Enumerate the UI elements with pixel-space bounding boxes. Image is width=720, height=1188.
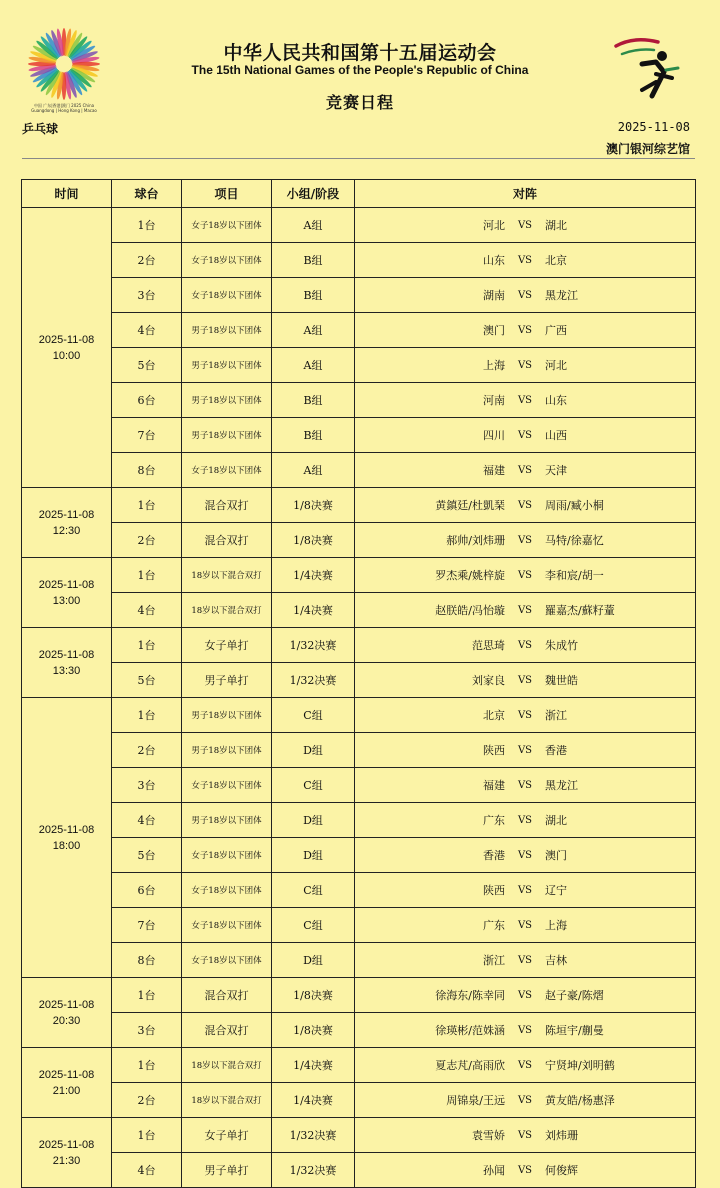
schedule-date: 2025-11-08 xyxy=(617,120,690,134)
versus-label: VS xyxy=(517,954,533,966)
event-cell: 混合双打 xyxy=(182,488,272,523)
event-cell: 女子18岁以下团体 xyxy=(182,278,272,313)
table-number-cell: 5台 xyxy=(112,348,182,383)
table-row xyxy=(22,1048,696,1083)
versus-label: VS xyxy=(517,219,533,231)
page-title: 中华人民共和国第十五届运动会 xyxy=(223,42,497,64)
event-cell: 18岁以下混合双打 xyxy=(182,593,272,628)
stage-cell: B组 xyxy=(272,383,355,418)
versus-label: VS xyxy=(517,1094,533,1106)
team-left: 浙江 xyxy=(483,954,505,967)
stage-cell: 1/32决赛 xyxy=(272,1118,355,1153)
table-number-cell: 2台 xyxy=(112,523,182,558)
event-cell: 男子单打 xyxy=(182,663,272,698)
team-left: 周锦泉/王远 xyxy=(446,1094,505,1107)
matchup-cell xyxy=(355,1048,696,1083)
stage-cell: A组 xyxy=(272,348,355,383)
matchup-cell xyxy=(355,313,696,348)
table-row xyxy=(22,1083,696,1118)
team-left: 徐海东/陈幸同 xyxy=(435,989,505,1002)
team-right: 广西 xyxy=(545,324,567,337)
team-left: 广东 xyxy=(483,814,505,827)
team-right: 香港 xyxy=(545,744,567,757)
team-left: 福建 xyxy=(483,779,505,792)
matchup-cell xyxy=(355,663,696,698)
team-left: 上海 xyxy=(483,359,505,372)
versus-label: VS xyxy=(517,639,533,651)
session-date: 2025-11-08 xyxy=(38,998,95,1011)
session-time-cell xyxy=(22,1118,112,1188)
team-right: 宁贤坤/刘明鹤 xyxy=(545,1059,615,1072)
versus-label: VS xyxy=(517,569,533,581)
column-header-event: 项目 xyxy=(182,180,272,208)
event-cell: 女子18岁以下团体 xyxy=(182,208,272,243)
stage-cell: C组 xyxy=(272,873,355,908)
matchup-cell xyxy=(355,873,696,908)
event-cell: 男子18岁以下团体 xyxy=(182,418,272,453)
event-cell: 18岁以下混合双打 xyxy=(182,1048,272,1083)
team-left: 福建 xyxy=(483,464,505,477)
table-number-cell: 6台 xyxy=(112,383,182,418)
team-left: 河北 xyxy=(483,219,505,232)
column-header-table: 球台 xyxy=(112,180,182,208)
schedule-body xyxy=(22,208,696,1188)
session-time: 18:00 xyxy=(52,839,81,852)
matchup-cell xyxy=(355,208,696,243)
stage-cell: 1/8决赛 xyxy=(272,978,355,1013)
page-title-english: The 15th National Games of the People's Republic of China xyxy=(191,63,529,77)
session-date: 2025-11-08 xyxy=(38,1068,95,1081)
table-row xyxy=(22,733,696,768)
table-row xyxy=(22,838,696,873)
team-right: 辽宁 xyxy=(545,884,567,897)
table-header-row xyxy=(22,180,696,208)
team-right: 周雨/臧小桐 xyxy=(545,499,604,512)
stage-cell: 1/32决赛 xyxy=(272,628,355,663)
team-left: 赵朕皓/冯怡璇 xyxy=(435,604,505,617)
sport-label: 乒乓球 xyxy=(22,122,59,136)
team-right: 河北 xyxy=(545,359,567,372)
versus-label: VS xyxy=(517,989,533,1001)
venue-name: 澳门银河综艺馆 xyxy=(605,142,690,156)
team-right: 湖北 xyxy=(545,219,567,232)
table-tennis-pictogram-icon xyxy=(612,34,682,104)
versus-label: VS xyxy=(517,464,533,476)
team-right: 朱成竹 xyxy=(545,639,578,652)
session-time: 21:00 xyxy=(52,1084,81,1097)
session-time: 20:30 xyxy=(52,1014,81,1027)
event-cell: 男子18岁以下团体 xyxy=(182,733,272,768)
stage-cell: 1/32决赛 xyxy=(272,1153,355,1188)
table-row xyxy=(22,453,696,488)
stage-cell: 1/8决赛 xyxy=(272,523,355,558)
stage-cell: 1/4决赛 xyxy=(272,593,355,628)
table-row xyxy=(22,418,696,453)
table-row xyxy=(22,698,696,733)
versus-label: VS xyxy=(517,499,533,511)
versus-label: VS xyxy=(517,429,533,441)
team-left: 陕西 xyxy=(483,884,505,897)
team-right: 山西 xyxy=(545,429,567,442)
table-number-cell: 3台 xyxy=(112,1013,182,1048)
stage-cell: 1/4决赛 xyxy=(272,1048,355,1083)
table-row xyxy=(22,488,696,523)
team-right: 马特/徐嘉忆 xyxy=(545,534,604,547)
matchup-cell xyxy=(355,1013,696,1048)
table-number-cell: 8台 xyxy=(112,453,182,488)
team-left: 四川 xyxy=(483,429,505,442)
versus-label: VS xyxy=(517,814,533,826)
matchup-cell xyxy=(355,243,696,278)
team-right: 澳门 xyxy=(545,849,567,862)
matchup-cell xyxy=(355,1083,696,1118)
team-left: 湖南 xyxy=(483,289,505,302)
versus-label: VS xyxy=(517,324,533,336)
stage-cell: A组 xyxy=(272,453,355,488)
stage-cell: D组 xyxy=(272,733,355,768)
team-right: 黄友皓/杨惠泽 xyxy=(545,1094,615,1107)
stage-cell: B组 xyxy=(272,243,355,278)
matchup-cell xyxy=(355,908,696,943)
team-left: 郝帅/刘炜珊 xyxy=(446,534,505,547)
team-right: 黑龙江 xyxy=(545,289,578,302)
matchup-cell xyxy=(355,733,696,768)
team-left: 澳门 xyxy=(483,324,505,337)
team-left: 徐瑛彬/范姝涵 xyxy=(435,1024,505,1037)
matchup-cell xyxy=(355,558,696,593)
event-cell: 女子18岁以下团体 xyxy=(182,943,272,978)
table-row xyxy=(22,1153,696,1188)
versus-label: VS xyxy=(517,1024,533,1036)
versus-label: VS xyxy=(517,359,533,371)
table-number-cell: 3台 xyxy=(112,278,182,313)
event-cell: 男子18岁以下团体 xyxy=(182,313,272,348)
team-left: 夏志芃/高雨欣 xyxy=(435,1059,505,1072)
table-number-cell: 1台 xyxy=(112,698,182,733)
versus-label: VS xyxy=(517,744,533,756)
table-number-cell: 1台 xyxy=(112,978,182,1013)
event-cell: 女子18岁以下团体 xyxy=(182,838,272,873)
versus-label: VS xyxy=(517,1129,533,1141)
session-time: 13:30 xyxy=(52,664,81,677)
team-left: 黄鎮廷/杜凱琹 xyxy=(435,499,505,512)
table-row xyxy=(22,558,696,593)
table-row xyxy=(22,803,696,838)
team-right: 天津 xyxy=(545,464,567,477)
table-row xyxy=(22,313,696,348)
table-number-cell: 5台 xyxy=(112,838,182,873)
stage-cell: B组 xyxy=(272,278,355,313)
session-time: 13:00 xyxy=(52,594,81,607)
versus-label: VS xyxy=(517,709,533,721)
table-number-cell: 3台 xyxy=(112,768,182,803)
event-cell: 男子18岁以下团体 xyxy=(182,803,272,838)
column-header-matchup: 对阵 xyxy=(355,180,696,208)
session-time-cell xyxy=(22,978,112,1048)
table-number-cell: 1台 xyxy=(112,1048,182,1083)
stage-cell: A组 xyxy=(272,208,355,243)
versus-label: VS xyxy=(517,849,533,861)
team-right: 魏世皓 xyxy=(545,674,578,687)
stage-cell: A组 xyxy=(272,313,355,348)
team-right: 山东 xyxy=(545,394,567,407)
table-row xyxy=(22,383,696,418)
session-time: 21:30 xyxy=(52,1154,81,1167)
stage-cell: B组 xyxy=(272,418,355,453)
stage-cell: 1/4决赛 xyxy=(272,558,355,593)
column-header-time: 时间 xyxy=(22,180,112,208)
team-left: 山东 xyxy=(483,254,505,267)
event-cell: 18岁以下混合双打 xyxy=(182,1083,272,1118)
page-subtitle: 竞赛日程 xyxy=(325,93,394,112)
session-date: 2025-11-08 xyxy=(38,508,95,521)
session-time-cell xyxy=(22,1048,112,1118)
session-date: 2025-11-08 xyxy=(38,1138,95,1151)
team-left: 北京 xyxy=(483,709,505,722)
team-left: 袁雪娇 xyxy=(472,1129,505,1142)
team-right: 刘炜珊 xyxy=(545,1129,578,1142)
versus-label: VS xyxy=(517,674,533,686)
team-left: 陕西 xyxy=(483,744,505,757)
stage-cell: C组 xyxy=(272,698,355,733)
header xyxy=(0,0,720,170)
session-date: 2025-11-08 xyxy=(38,578,95,591)
event-cell: 男子单打 xyxy=(182,1153,272,1188)
matchup-cell xyxy=(355,698,696,733)
team-right: 羅嘉杰/蘇籽蕫 xyxy=(545,604,615,617)
table-number-cell: 1台 xyxy=(112,488,182,523)
table-row xyxy=(22,593,696,628)
session-time-cell xyxy=(22,698,112,978)
table-row xyxy=(22,348,696,383)
table-row xyxy=(22,908,696,943)
event-cell: 男子18岁以下团体 xyxy=(182,348,272,383)
matchup-cell xyxy=(355,453,696,488)
table-row xyxy=(22,523,696,558)
stage-cell: 1/4决赛 xyxy=(272,1083,355,1118)
matchup-cell xyxy=(355,838,696,873)
stage-cell: D组 xyxy=(272,838,355,873)
matchup-cell xyxy=(355,768,696,803)
matchup-cell xyxy=(355,978,696,1013)
table-number-cell: 1台 xyxy=(112,628,182,663)
team-right: 陈垣宇/蒯曼 xyxy=(545,1024,604,1037)
versus-label: VS xyxy=(517,604,533,616)
table-row xyxy=(22,628,696,663)
table-number-cell: 4台 xyxy=(112,803,182,838)
table-number-cell: 7台 xyxy=(112,908,182,943)
team-left: 范思琦 xyxy=(472,639,505,652)
team-left: 孙闻 xyxy=(483,1164,505,1177)
session-time: 10:00 xyxy=(52,349,81,362)
event-cell: 18岁以下混合双打 xyxy=(182,558,272,593)
session-time: 12:30 xyxy=(52,524,81,537)
versus-label: VS xyxy=(517,534,533,546)
table-number-cell: 4台 xyxy=(112,593,182,628)
stage-cell: D组 xyxy=(272,803,355,838)
table-row xyxy=(22,278,696,313)
team-right: 何俊辉 xyxy=(545,1164,578,1177)
matchup-cell xyxy=(355,348,696,383)
stage-cell: D组 xyxy=(272,943,355,978)
event-cell: 男子18岁以下团体 xyxy=(182,383,272,418)
team-left: 刘家良 xyxy=(472,674,505,687)
team-right: 吉林 xyxy=(545,954,567,967)
matchup-cell xyxy=(355,278,696,313)
table-number-cell: 1台 xyxy=(112,1118,182,1153)
matchup-cell xyxy=(355,488,696,523)
session-date: 2025-11-08 xyxy=(38,823,95,836)
event-cell: 女子18岁以下团体 xyxy=(182,908,272,943)
table-row xyxy=(22,663,696,698)
session-date: 2025-11-08 xyxy=(38,648,95,661)
session-time-cell xyxy=(22,208,112,488)
versus-label: VS xyxy=(517,884,533,896)
table-number-cell: 4台 xyxy=(112,1153,182,1188)
table-number-cell: 8台 xyxy=(112,943,182,978)
session-time-cell xyxy=(22,558,112,628)
event-cell: 混合双打 xyxy=(182,978,272,1013)
team-right: 浙江 xyxy=(545,709,567,722)
versus-label: VS xyxy=(517,1164,533,1176)
versus-label: VS xyxy=(517,254,533,266)
table-row xyxy=(22,208,696,243)
table-row xyxy=(22,243,696,278)
table-number-cell: 2台 xyxy=(112,243,182,278)
table-number-cell: 5台 xyxy=(112,663,182,698)
event-cell: 混合双打 xyxy=(182,1013,272,1048)
table-row xyxy=(22,768,696,803)
event-cell: 女子单打 xyxy=(182,628,272,663)
table-number-cell: 7台 xyxy=(112,418,182,453)
table-number-cell: 2台 xyxy=(112,733,182,768)
column-header-stage: 小组/阶段 xyxy=(272,180,355,208)
table-row xyxy=(22,873,696,908)
versus-label: VS xyxy=(517,1059,533,1071)
versus-label: VS xyxy=(517,289,533,301)
schedule-table xyxy=(21,179,696,1188)
event-cell: 混合双打 xyxy=(182,523,272,558)
table-number-cell: 1台 xyxy=(112,558,182,593)
header-divider xyxy=(22,158,695,159)
emblem-caption: 中国 广东|香港|澳门 2025 China Guangdong | Hong Kong | Macao xyxy=(31,103,97,113)
team-left: 广东 xyxy=(483,919,505,932)
matchup-cell xyxy=(355,523,696,558)
matchup-cell xyxy=(355,628,696,663)
event-cell: 男子18岁以下团体 xyxy=(182,698,272,733)
session-time-cell xyxy=(22,488,112,558)
team-right: 湖北 xyxy=(545,814,567,827)
matchup-cell xyxy=(355,383,696,418)
stage-cell: 1/8决赛 xyxy=(272,488,355,523)
team-right: 赵子豪/陈熠 xyxy=(545,989,604,1002)
stage-cell: 1/32决赛 xyxy=(272,663,355,698)
versus-label: VS xyxy=(517,779,533,791)
matchup-cell xyxy=(355,1153,696,1188)
team-right: 北京 xyxy=(545,254,567,267)
event-cell: 女子18岁以下团体 xyxy=(182,873,272,908)
team-left: 香港 xyxy=(483,849,505,862)
versus-label: VS xyxy=(517,919,533,931)
table-row xyxy=(22,1013,696,1048)
matchup-cell xyxy=(355,593,696,628)
table-number-cell: 6台 xyxy=(112,873,182,908)
event-cell: 女子18岁以下团体 xyxy=(182,768,272,803)
team-right: 李和宸/胡一 xyxy=(545,569,604,582)
team-left: 罗杰乘/姚梓旋 xyxy=(435,569,505,582)
table-row xyxy=(22,978,696,1013)
session-date: 2025-11-08 xyxy=(38,333,95,346)
event-cell: 女子18岁以下团体 xyxy=(182,453,272,488)
stage-cell: C组 xyxy=(272,908,355,943)
stage-cell: C组 xyxy=(272,768,355,803)
team-right: 黑龙江 xyxy=(545,779,578,792)
stage-cell: 1/8决赛 xyxy=(272,1013,355,1048)
table-number-cell: 4台 xyxy=(112,313,182,348)
matchup-cell xyxy=(355,943,696,978)
session-time-cell xyxy=(22,628,112,698)
versus-label: VS xyxy=(517,394,533,406)
matchup-cell xyxy=(355,418,696,453)
table-number-cell: 1台 xyxy=(112,208,182,243)
matchup-cell xyxy=(355,1118,696,1153)
table-row xyxy=(22,1118,696,1153)
event-cell: 女子18岁以下团体 xyxy=(182,243,272,278)
table-number-cell: 2台 xyxy=(112,1083,182,1118)
matchup-cell xyxy=(355,803,696,838)
team-right: 上海 xyxy=(545,919,567,932)
team-left: 河南 xyxy=(483,394,505,407)
table-row xyxy=(22,943,696,978)
event-cell: 女子单打 xyxy=(182,1118,272,1153)
